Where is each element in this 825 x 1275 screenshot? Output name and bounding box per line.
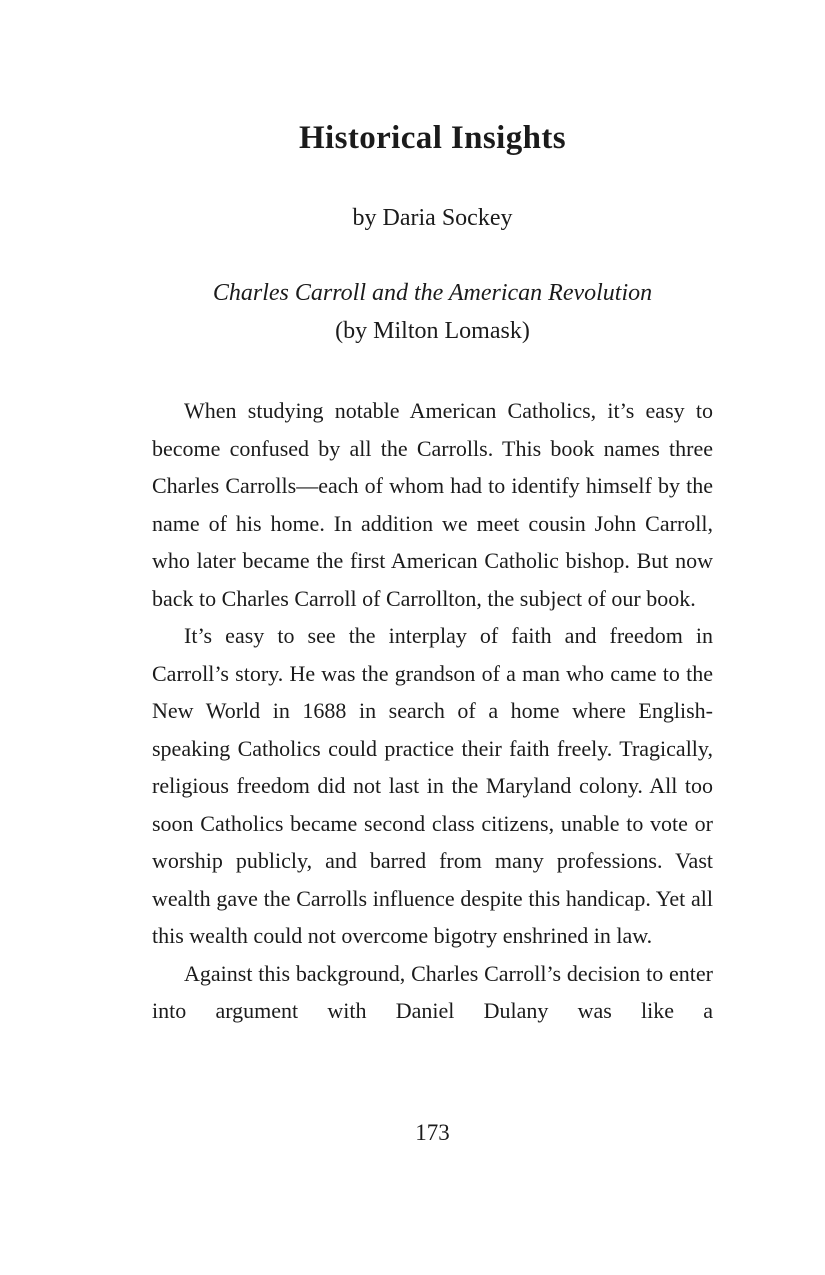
reviewed-book-title: Charles Carroll and the American Revolution — [212, 280, 653, 306]
article-title: Historical Insights — [298, 120, 567, 156]
paragraph-1: When studying notable American Catholics, it’s easy to become confused by all the Carrolls. This book names three Charles Carrolls—each of whom had to identify himself by the name of his home. In addition we meet cousin John Carroll, who later became the first American Catholic bishop. But now back to Charles Carroll of Carrollton, the subject of our book. — [152, 398, 713, 611]
paragraph-3: Against this background, Charles Carroll’s decision to enter into argument with Daniel Dulany was like a — [152, 960, 713, 1023]
article-byline: by Daria Sockey — [352, 205, 513, 231]
reviewed-book-author: (by Milton Lomask) — [335, 318, 530, 344]
paragraph-2: It’s easy to see the interplay of faith and freedom in Carroll’s story. He was the grandson of a man who came to the New World in 1688 in search of a home where English-speaking Catholics could practice their faith freely. Tragically, religious freedom did not last in the Maryland colony. All too soon Catholics became second class citizens, unable to vote or worship publicly, and barred from many professions. Vast wealth gave the Carrolls influence despite this handicap. Yet all this wealth could not overcome bigotry enshrined in law. — [152, 623, 713, 948]
reviewed-book-reference — [152, 274, 713, 350]
page-number: 173 — [415, 1120, 450, 1145]
article-body — [152, 392, 713, 1030]
